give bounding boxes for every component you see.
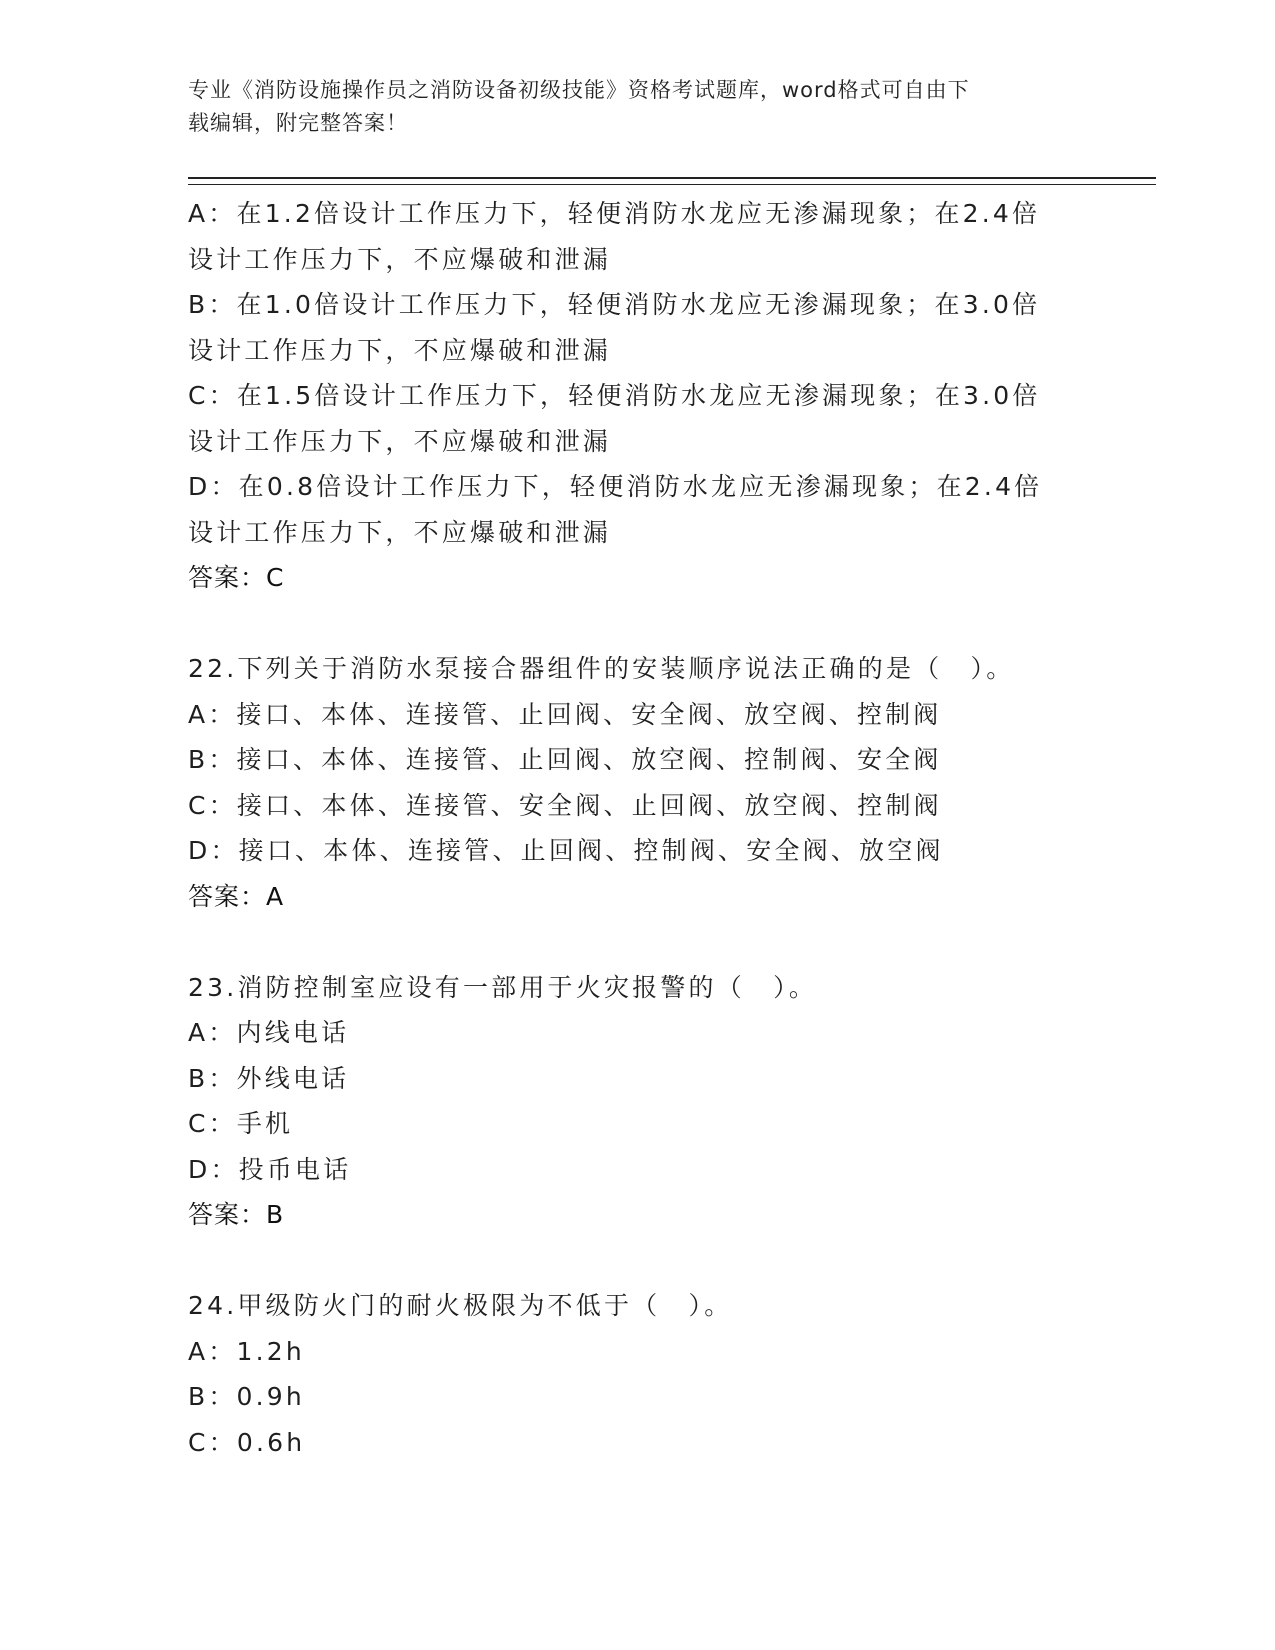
question-text: 22.下列关于消防水泵接合器组件的安装顺序说法正确的是（ ）。 — [188, 654, 1015, 683]
question-21 — [188, 191, 1158, 601]
option-text-line: D：在0.8倍设计工作压力下，轻便消防水龙应无渗漏现象；在2.4倍 — [188, 472, 1043, 501]
question-list — [188, 191, 1158, 1465]
answer: 答案：A — [188, 881, 285, 911]
answer: 答案：B — [188, 1200, 285, 1229]
header-title-line-2: 载编辑，附完整答案！ — [188, 111, 408, 135]
option-text-line: 设计工作压力下，不应爆破和泄漏 — [188, 426, 612, 456]
option-text-line: A：在1.2倍设计工作压力下，轻便消防水龙应无渗漏现象；在2.4倍 — [188, 199, 1041, 228]
question-23 — [188, 965, 1158, 1238]
option-c: C：0.6h — [188, 1427, 306, 1457]
option-c: C：手机 — [188, 1109, 294, 1138]
option-a: A：接口、本体、连接管、止回阀、安全阀、放空阀、控制阀 — [188, 699, 942, 729]
question-22 — [188, 646, 1158, 919]
question-text: 23.消防控制室应设有一部用于火灾报警的（ ）。 — [188, 972, 818, 1002]
option-d: D：投币电话 — [188, 1154, 352, 1184]
option-a: A：内线电话 — [188, 1018, 350, 1047]
header-divider — [188, 177, 1156, 185]
page-header — [188, 74, 1108, 140]
option-d: D：接口、本体、连接管、止回阀、控制阀、安全阀、放空阀 — [188, 836, 944, 865]
spacer — [188, 1238, 1158, 1284]
option-text-line: 设计工作压力下，不应爆破和泄漏 — [188, 517, 612, 547]
option-b: B：0.9h — [188, 1382, 305, 1411]
option-b: B：接口、本体、连接管、止回阀、放空阀、控制阀、安全阀 — [188, 745, 942, 774]
option-c: C：接口、本体、连接管、安全阀、止回阀、放空阀、控制阀 — [188, 790, 942, 820]
option-text-line: C：在1.5倍设计工作压力下，轻便消防水龙应无渗漏现象；在3.0倍 — [188, 381, 1041, 410]
option-d — [188, 464, 1158, 555]
document-page — [188, 0, 1158, 1650]
question-text: 24.甲级防火门的耐火极限为不低于（ ）。 — [188, 1291, 733, 1320]
option-text-line: 设计工作压力下，不应爆破和泄漏 — [188, 244, 612, 274]
spacer — [188, 919, 1158, 965]
answer: 答案：C — [188, 563, 285, 592]
option-text-line: B：在1.0倍设计工作压力下，轻便消防水龙应无渗漏现象；在3.0倍 — [188, 290, 1041, 319]
option-b — [188, 282, 1158, 373]
option-b: B：外线电话 — [188, 1063, 350, 1093]
option-text-line: 设计工作压力下，不应爆破和泄漏 — [188, 335, 612, 365]
header-title-line-1: 专业《消防设施操作员之消防设备初级技能》资格考试题库，word格式可自由下 — [188, 78, 970, 102]
option-a: A：1.2h — [188, 1336, 305, 1366]
question-24 — [188, 1283, 1158, 1465]
spacer — [188, 601, 1158, 647]
option-a — [188, 191, 1158, 282]
option-c — [188, 373, 1158, 464]
